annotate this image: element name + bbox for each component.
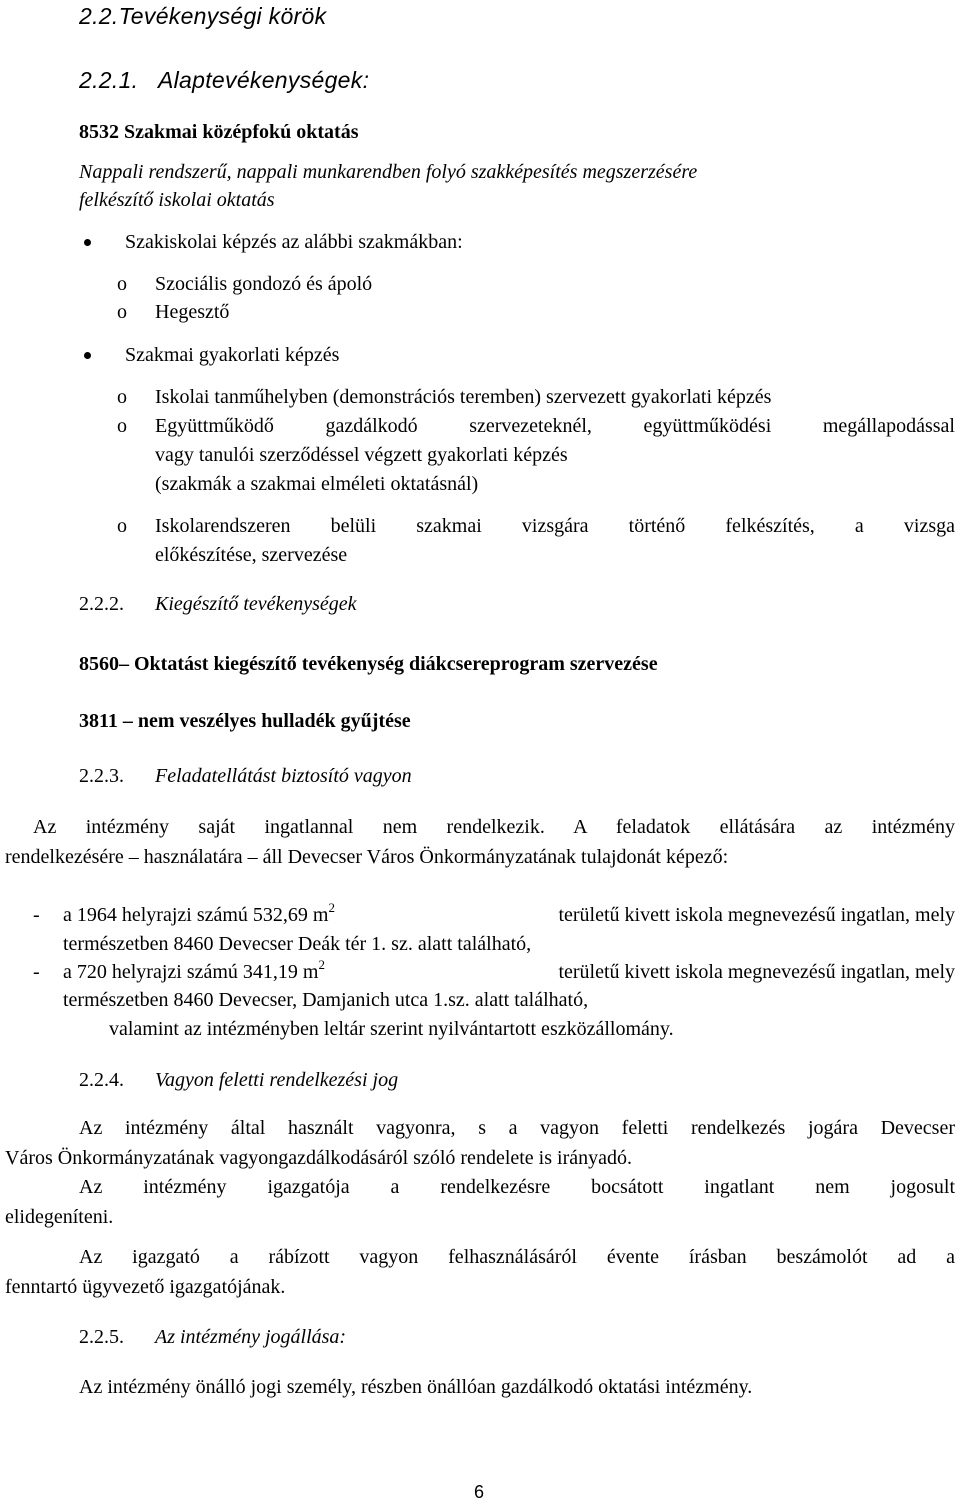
superscript: 2 — [328, 900, 335, 915]
property-item1-line2: természetben 8460 Devecser Deák tér 1. sz. alatt található, — [63, 933, 532, 955]
page-number: 6 — [474, 1482, 485, 1502]
activity-desc-line1: Nappali rendszerű, nappali munkarendben folyó szakképesítés megszerzésére — [79, 161, 698, 183]
subsection-number-222: 2.2.2. — [79, 593, 124, 615]
circle-bullet-icon: o — [117, 273, 127, 295]
circle-bullet-icon: o — [117, 515, 127, 537]
rights-p2-line2: elidegeníteni. — [5, 1206, 114, 1228]
subsection-number-224: 2.2.4. — [79, 1069, 124, 1091]
subsection-title-223: Feladatellátást biztosító vagyon — [155, 765, 412, 787]
sub-item-egyuttmukodo-line3: (szakmák a szakmai elméleti oktatásnál) — [155, 473, 479, 495]
activity-code-line: 8532 Szakmai középfokú oktatás — [79, 121, 359, 143]
sub-item-egyuttmukodo-line2: vagy tanulói szerződéssel végzett gyakorlati képzés — [155, 444, 568, 466]
subsection-title-225: Az intézmény jogállása: — [155, 1326, 347, 1348]
sub-item-vizsga-line1: Iskolarendszeren belüli szakmai vizsgára történő felkészítés, a vizsga — [155, 515, 955, 537]
property-item2-area-text: a 720 helyrajzi számú 341,19 m — [63, 961, 319, 983]
dash-marker: - — [33, 961, 40, 983]
property-item1-line1 — [63, 901, 955, 929]
sub-item-hegeszto: Hegesztő — [155, 301, 230, 323]
property-item2-line1 — [63, 958, 955, 986]
bullet-item-szakiskolai: Szakiskolai képzés az alábbi szakmákban: — [125, 231, 463, 253]
bullet-icon — [84, 352, 91, 359]
rights-p1-line1: Az intézmény által használt vagyonra, s a vagyon feletti rendelkezés jogára Devecser — [79, 1117, 955, 1139]
property-item2-line2: természetben 8460 Devecser, Damjanich utca 1.sz. alatt található, — [63, 989, 589, 1011]
rights-p1-line2: Város Önkormányzatának vagyongazdálkodásáról szóló rendelete is irányadó. — [5, 1147, 632, 1169]
legal-status-text: Az intézmény önálló jogi személy, részben önállóan gazdálkodó oktatási intézmény. — [79, 1376, 753, 1398]
subsection-title-224: Vagyon feletti rendelkezési jog — [155, 1069, 399, 1091]
property-item2-desc: területű kivett iskola megnevezésű ingatlan, mely — [553, 961, 955, 983]
subsection-number-225: 2.2.5. — [79, 1326, 124, 1348]
subsection-number-223: 2.2.3. — [79, 765, 124, 787]
property-item1-desc: területű kivett iskola megnevezésű ingatlan, mely — [553, 904, 955, 926]
activity-8560: 8560– Oktatást kiegészítő tevékenység diákcsereprogram szervezése — [79, 653, 658, 675]
property-para-line2: rendelkezésére – használatára – áll Devecser Város Önkormányzatának tulajdonát képező: — [5, 846, 729, 868]
section-title: 2.2.Tevékenységi körök — [79, 3, 327, 29]
property-item2-area — [63, 958, 325, 986]
dash-marker: - — [33, 904, 40, 926]
sub-item-egyuttmukodo-line1: Együttműködő gazdálkodó szervezeteknél, együttműködési megállapodással — [155, 415, 955, 437]
property-para-line1: Az intézmény saját ingatlannal nem rendelkezik. A feladatok ellátására az intézmény — [33, 816, 955, 838]
subsection-number-221: 2.2.1. — [79, 67, 139, 93]
subsection-title-221: Alaptevékenységek: — [158, 67, 370, 93]
rights-p3-line2: fenntartó ügyvezető igazgatójának. — [5, 1276, 286, 1298]
property-item3: valamint az intézményben leltár szerint nyilvántartott eszközállomány. — [109, 1018, 674, 1040]
activity-desc-line2: felkészítő iskolai oktatás — [79, 189, 275, 211]
property-item1-area-text: a 1964 helyrajzi számú 532,69 m — [63, 904, 329, 926]
rights-p3-line1: Az igazgató a rábízott vagyon felhasználásáról évente írásban beszámolót ad a — [79, 1246, 955, 1268]
subsection-title-222: Kiegészítő tevékenységek — [155, 593, 357, 615]
circle-bullet-icon: o — [117, 415, 127, 437]
sub-item-tanmuhely: Iskolai tanműhelyben (demonstrációs teremben) szervezett gyakorlati képzés — [155, 386, 772, 408]
sub-item-vizsga-line2: előkészítése, szervezése — [155, 544, 348, 566]
circle-bullet-icon: o — [117, 386, 127, 408]
sub-item-szocialis: Szociális gondozó és ápoló — [155, 273, 373, 295]
bullet-item-gyakorlati: Szakmai gyakorlati képzés — [125, 344, 340, 366]
property-item1-area — [63, 901, 335, 929]
activity-3811: 3811 – nem veszélyes hulladék gyűjtése — [79, 710, 411, 732]
rights-p2-line1: Az intézmény igazgatója a rendelkezésre bocsátott ingatlant nem jogosult — [79, 1176, 955, 1198]
bullet-icon — [84, 239, 91, 246]
superscript: 2 — [318, 957, 325, 972]
circle-bullet-icon: o — [117, 301, 127, 323]
